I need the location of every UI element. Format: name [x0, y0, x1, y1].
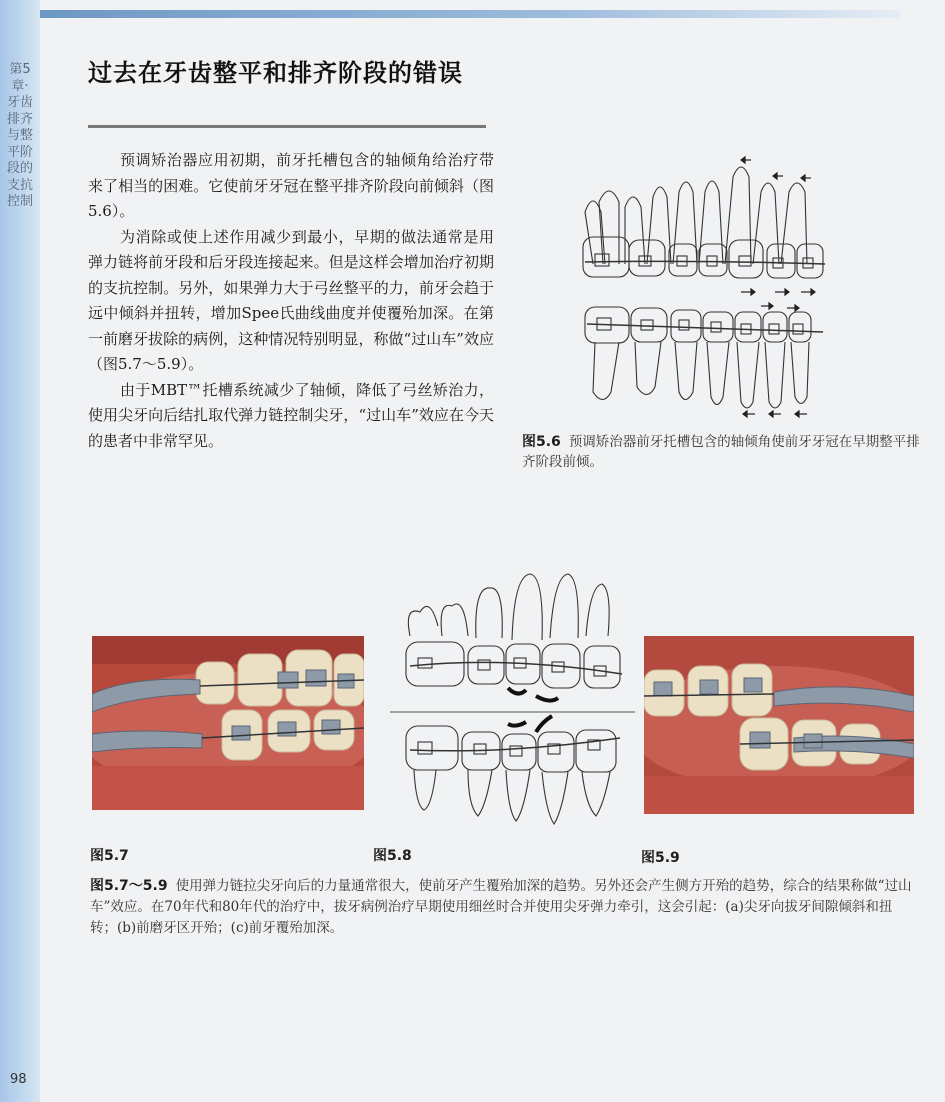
figure-5-7-9-label: 图5.7～5.9 [90, 878, 168, 894]
title-underline [88, 125, 486, 128]
figure-5-7-9-caption-text: 使用弹力链拉尖牙向后的力量通常很大，使前牙产生覆殆加深的趋势。另外还会产生侧方开殆的趋势，综合的结果称做“过山车”效应。在70年代和80年代的治疗中，拔牙病例治疗早期使用细丝时合并使用尖牙弹力牵引，这会引起：(a)尖牙向拔牙间隙倾斜和扭转；(b)前磨牙区开殆；(c)前牙覆殆加深。 [90, 878, 912, 936]
paragraph-2: 为消除或使上述作用减少到最小，早期的做法通常是用弹力链将前牙段和后牙段连接起来。但是这样会增加治疗初期的支抗控制。另外，如果弹力大于弓丝整平的力，前牙会趋于远中倾斜并扭转，增加Spee氏曲线曲度并使覆殆加深。在第一前磨牙拔除的病例，这种情况特别明显，称做“过山车”效应（图5.7～5.9）。 [88, 227, 494, 373]
figure-5-7-9-caption [90, 876, 916, 939]
body-text [88, 148, 494, 454]
figure-5-7-label: 图5.7 [90, 848, 129, 864]
figure-5-8-drawing [390, 566, 635, 832]
figure-5-7-photo [92, 636, 364, 810]
figure-5-6-label: 图5.6 [522, 434, 561, 450]
figure-5-8-label: 图5.8 [373, 848, 412, 864]
paragraph-3: 由于MBT™托槽系统减少了轴倾，降低了弓丝矫治力，使用尖牙向后结扎取代弹力链控制尖牙，“过山车”效应在今天的患者中非常罕见。 [88, 380, 494, 450]
figure-5-9-photo [644, 636, 914, 814]
figure-5-6-caption [522, 432, 920, 472]
paragraph-1: 预调矫治器应用初期，前牙托槽包含的轴倾角给治疗带来了相当的困难。它使前牙牙冠在整平排齐阶段向前倾斜（图5.6）。 [88, 151, 494, 220]
chapter-label: 第5章·牙齿排齐与整平阶段的支抗控制 [6, 62, 33, 209]
header-bar [40, 10, 900, 18]
figure-5-6-caption-text: 预调矫治器前牙托槽包含的轴倾角使前牙牙冠在早期整平排齐阶段前倾。 [522, 434, 920, 470]
page-number: 98 [10, 1072, 27, 1087]
section-title: 过去在牙齿整平和排齐阶段的错误 [88, 59, 463, 87]
figure-5-6-drawing [575, 152, 835, 422]
figure-5-9-label: 图5.9 [641, 850, 680, 866]
